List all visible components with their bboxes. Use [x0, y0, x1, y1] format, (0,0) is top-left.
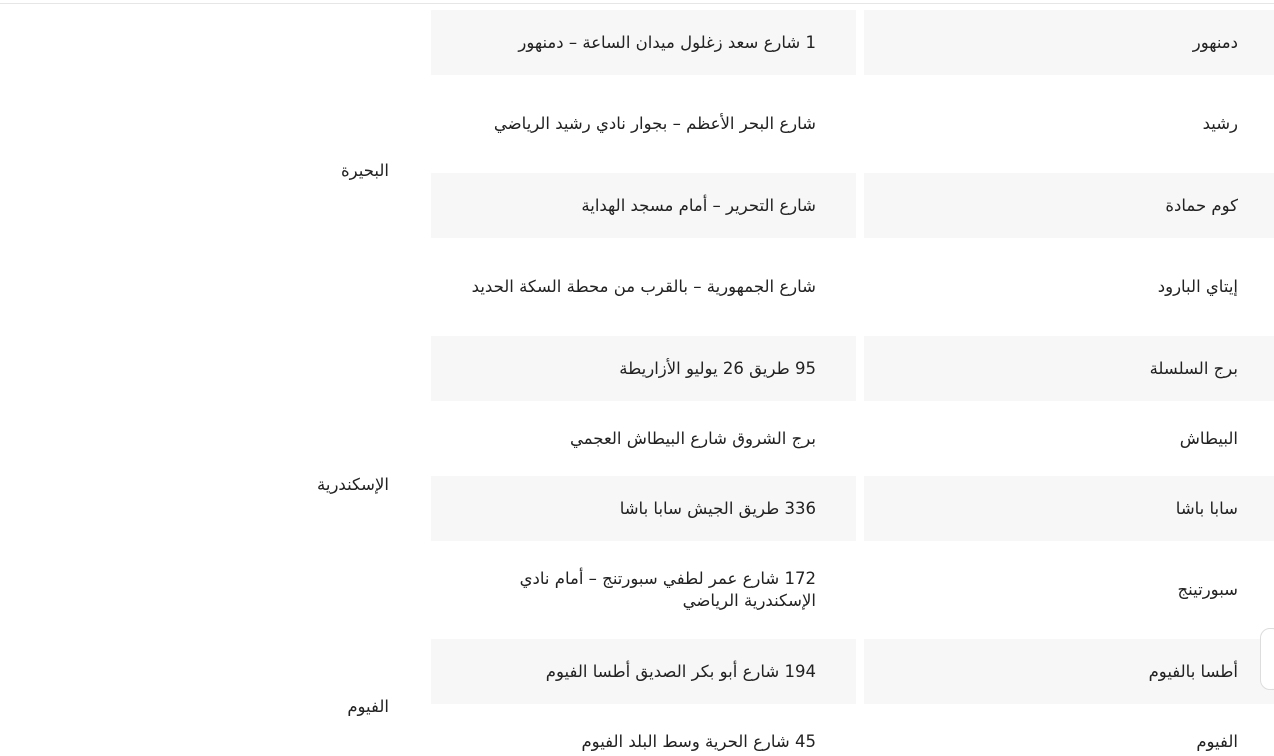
top-divider — [0, 3, 1274, 4]
address-cell: شارع الجمهورية – بالقرب من محطة السكة الحديد — [431, 243, 856, 331]
branches-table — [0, 5, 1274, 756]
branch-cell: سبورتينج — [864, 546, 1274, 634]
branch-cell: كوم حمادة — [864, 173, 1274, 238]
address-cell: 336 طريق الجيش سابا باشا — [431, 476, 856, 541]
address-cell: 172 شارع عمر لطفي سبورتنج – أمام نادي الإسكندرية الرياضي — [431, 546, 856, 634]
branch-cell: البيطاش — [864, 406, 1274, 471]
address-cell: شارع البحر الأعظم – بجوار نادي رشيد الرياضي — [431, 80, 856, 168]
address-cell: 194 شارع أبو بكر الصديق أطسا الفيوم — [431, 639, 856, 704]
branch-cell: أطسا بالفيوم — [864, 639, 1274, 704]
address-cell: برج الشروق شارع البيطاش العجمي — [431, 406, 856, 471]
governorate-cell: الفيوم — [8, 639, 423, 756]
address-cell: 45 شارع الحرية وسط البلد الفيوم — [431, 709, 856, 756]
governorate-cell: البحيرة — [8, 10, 423, 331]
table-row — [8, 336, 1274, 401]
table-row — [8, 10, 1274, 75]
branch-cell: الفيوم — [864, 709, 1274, 756]
address-cell: 1 شارع سعد زغلول ميدان الساعة – دمنهور — [431, 10, 856, 75]
address-cell: شارع التحرير – أمام مسجد الهداية — [431, 173, 856, 238]
address-cell: 95 طريق 26 يوليو الأزاريطة — [431, 336, 856, 401]
side-scroll-tab[interactable] — [1260, 628, 1274, 690]
branch-cell: سابا باشا — [864, 476, 1274, 541]
branch-cell: دمنهور — [864, 10, 1274, 75]
governorate-cell: الإسكندرية — [8, 336, 423, 634]
branch-cell: برج السلسلة — [864, 336, 1274, 401]
branch-cell: إيتاي البارود — [864, 243, 1274, 331]
branch-cell: رشيد — [864, 80, 1274, 168]
table-row — [8, 639, 1274, 704]
